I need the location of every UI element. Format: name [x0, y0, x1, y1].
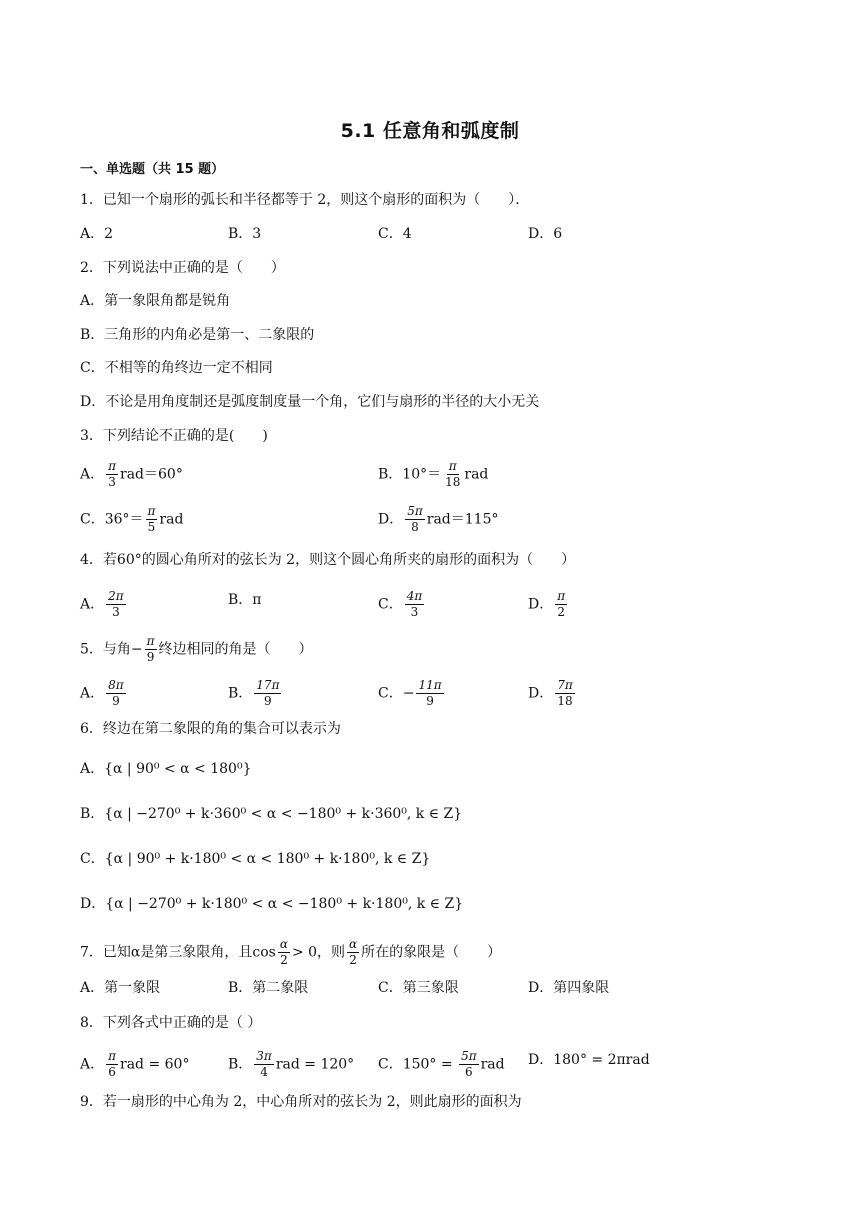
question-8-stem: 8．下列各式中正确的是（ ） — [80, 1015, 262, 1031]
question-7-stem: 7．已知α是第三象限角，且cos $\frac{\alpha}{2}$ > 0，则 $\frac{\alpha}{2}$ 所在的象限是（ ） — [80, 937, 502, 967]
fraction: $\frac{3\pi}{4}$ — [256, 1049, 272, 1079]
q6-option-d: D．{α | −270⁰ + k·180⁰ < α < −180⁰ + k·180⁰, k ∈ Z} — [80, 896, 464, 912]
q1-option-a: A．2 — [80, 226, 114, 242]
fraction: $\frac{\alpha}{2}$ — [279, 937, 288, 967]
fraction: $\frac{\pi}{3}$ — [108, 459, 117, 489]
q2-option-d: D．不论是用角度制还是弧度制度量一个角，它们与扇形的半径的大小无关 — [80, 394, 540, 410]
q3-option-d: D． $\frac{5\pi}{8}$ rad＝115° — [378, 504, 499, 534]
fraction: $\frac{5\pi}{8}$ — [407, 504, 423, 534]
q6-option-a: A．{α | 90⁰ < α < 180⁰} — [80, 761, 252, 777]
q4-option-d: D． $\frac{\pi}{2}$ — [528, 589, 566, 619]
question-4-stem: 4．若60°的圆心角所对的弦长为 2，则这个圆心角所夹的扇形的面积为（ ） — [80, 552, 576, 568]
q6-option-b: B．{α | −270⁰ + k·360⁰ < α < −180⁰ + k·360⁰, k ∈ Z} — [80, 806, 463, 822]
q4-option-b: B．π — [228, 592, 262, 608]
fraction: $\frac{\alpha}{2}$ — [349, 937, 358, 967]
q4-option-c: C． $\frac{4\pi}{3}$ — [378, 589, 423, 619]
page-title: 5.1 任意角和弧度制 — [340, 120, 520, 142]
q4-option-a: A． $\frac{2\pi}{3}$ — [80, 589, 124, 619]
q5-option-c: C．− $\frac{11\pi}{9}$ — [378, 678, 442, 708]
q7-option-a: A．第一象限 — [80, 980, 161, 996]
q2-option-c: C．不相等的角终边一定不相同 — [80, 360, 273, 376]
fraction: $\frac{\pi}{6}$ — [108, 1049, 117, 1079]
question-5-stem: 5．与角− $\frac{\pi}{9}$ 终边相同的角是（ ） — [80, 634, 313, 664]
fraction: $\frac{\pi}{5}$ — [147, 504, 156, 534]
fraction: $\frac{7\pi}{18}$ — [557, 678, 573, 708]
q5-option-b: B． $\frac{17\pi}{9}$ — [228, 678, 280, 708]
q5-option-a: A． $\frac{8\pi}{9}$ — [80, 678, 124, 708]
q8-option-a: A． $\frac{\pi}{6}$ rad = 60° — [80, 1049, 190, 1079]
q1-option-c: C．4 — [378, 226, 412, 242]
question-2-stem: 2．下列说法中正确的是（ ） — [80, 260, 285, 276]
question-6-stem: 6．终边在第二象限的角的集合可以表示为 — [80, 721, 341, 737]
question-9-stem: 9．若一扇形的中心角为 2，中心角所对的弦长为 2，则此扇形的面积为 — [80, 1094, 522, 1110]
q8-option-b: B． $\frac{3\pi}{4}$ rad = 120° — [228, 1049, 355, 1079]
q8-option-c: C．150° = $\frac{5\pi}{6}$ rad — [378, 1049, 505, 1079]
q7-option-c: C．第三象限 — [378, 980, 459, 996]
q1-option-d: D．6 — [528, 226, 563, 242]
q7-option-d: D．第四象限 — [528, 980, 610, 996]
q7-option-b: B．第二象限 — [228, 980, 309, 996]
fraction: $\frac{17\pi}{9}$ — [256, 678, 280, 708]
q5-option-d: D． $\frac{7\pi}{18}$ — [528, 678, 573, 708]
q8-option-d: D．180° = 2πrad — [528, 1052, 650, 1068]
fraction: $\frac{2\pi}{3}$ — [108, 589, 124, 619]
q2-option-a: A．第一象限角都是锐角 — [80, 293, 231, 309]
fraction: $\frac{\pi}{9}$ — [146, 634, 155, 664]
q1-option-b: B．3 — [228, 226, 262, 242]
q3-option-a: A． $\frac{\pi}{3}$ rad＝60° — [80, 459, 183, 489]
q3-option-c: C．36°＝ $\frac{\pi}{5}$ rad — [80, 504, 184, 534]
fraction: $\frac{11\pi}{9}$ — [418, 678, 442, 708]
fraction: $\frac{\pi}{18}$ — [445, 459, 461, 489]
section-heading: 一、单选题（共 15 题） — [80, 162, 225, 177]
q6-option-c: C．{α | 90⁰ + k·180⁰ < α < 180⁰ + k·180⁰, k ∈ Z} — [80, 851, 431, 867]
fraction: $\frac{\pi}{2}$ — [557, 589, 566, 619]
question-1-stem: 1．已知一个扇形的弧长和半径都等于 2，则这个扇形的面积为（ ）． — [80, 192, 530, 208]
fraction: $\frac{5\pi}{6}$ — [461, 1049, 477, 1079]
fraction: $\frac{4\pi}{3}$ — [406, 589, 423, 619]
q2-option-b: B．三角形的内角必是第一、二象限的 — [80, 327, 315, 343]
fraction: $\frac{8\pi}{9}$ — [108, 678, 124, 708]
question-3-stem: 3．下列结论不正确的是( ) — [80, 428, 268, 444]
q3-option-b: B．10°＝ $\frac{\pi}{18}$ rad — [378, 459, 489, 489]
